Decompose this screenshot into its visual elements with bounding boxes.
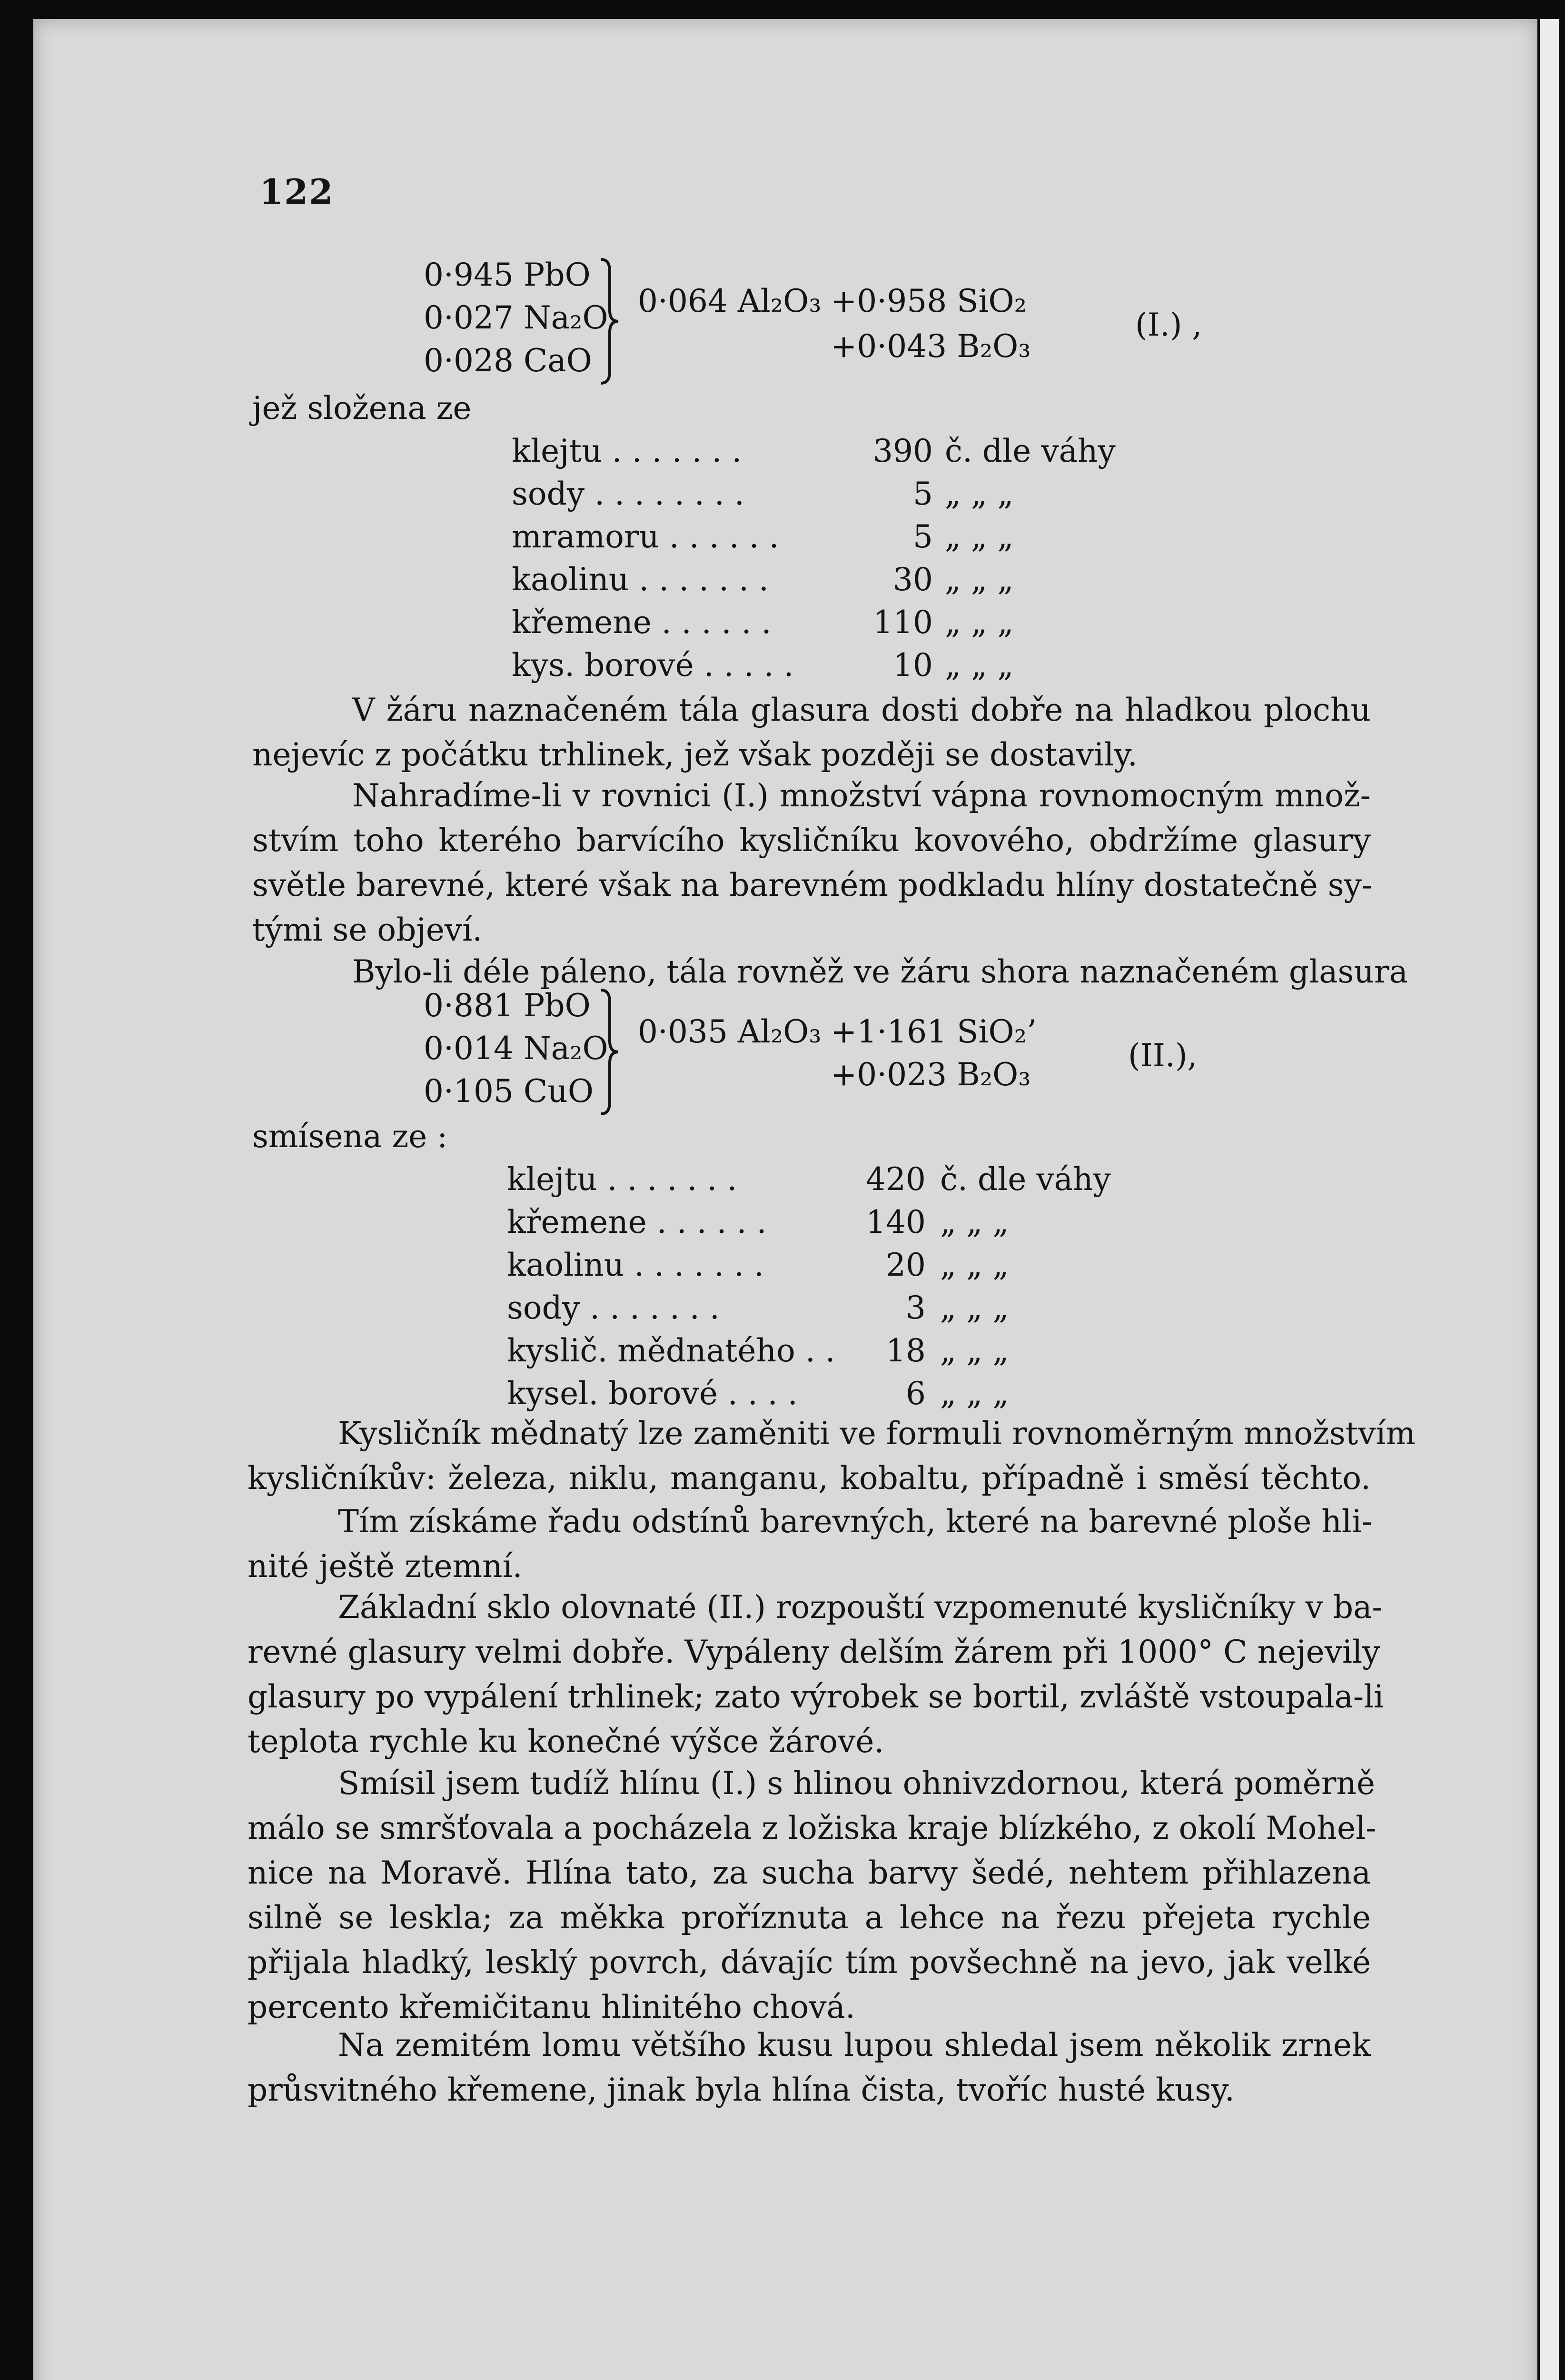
recipe-row-name: kysel. borové . . . . [507,1375,798,1412]
recipe-row-unit: „ „ „ [940,1204,1009,1240]
recipe-2-intro: smísena ze : [252,1118,448,1155]
formula-1-label: (I.) , [1135,307,1202,343]
text-line: V žáru naznačeném tála glasura dosti dobře na hladkou plochu [352,692,1371,728]
page-edge [1540,19,1559,2380]
text-line: glasury po vypálení trhlinek; zato výrobek se bortil, zvláště vstoupala-li [248,1678,1384,1715]
formula-1-boric: +0·043 B₂O₃ [831,328,1031,365]
paragraph [248,1499,1371,1589]
text-line: málo se smršťovala a pocházela z ložiska kraje blízkého, z okolí Mohel- [248,1810,1377,1846]
recipe-row-value: 420 [866,1161,926,1198]
recipe-1-intro: jež složena ze [252,390,472,426]
formula-2-label: (II.), [1128,1037,1198,1074]
recipe-row-name: sody . . . . . . . [507,1289,720,1326]
text-line: Na zemitém lomu většího kusu lupou shledal jsem několik zrnek [338,2027,1371,2063]
formula-2-boric: +0·023 B₂O₃ [831,1056,1031,1093]
formula-1-silica: +0·958 SiO₂ [831,283,1027,319]
recipe-row-unit: „ „ „ [940,1289,1009,1326]
recipe-row-name: mramoru . . . . . . [512,518,779,555]
paragraph [252,950,1408,994]
text-line: Základní sklo olovnaté (II.) rozpouští vzpomenuté kysličníky v ba- [338,1589,1383,1626]
formula-2-oxide: 0·014 Na₂O [424,1030,608,1067]
formula-1-alumina: 0·064 Al₂O₃ [638,283,822,319]
text-line: revné glasury velmi dobře. Vypáleny delším žárem při 1000° C nejevily [248,1634,1380,1670]
recipe-row-value: 10 [893,647,933,684]
recipe-row-name: klejtu . . . . . . . [507,1161,737,1198]
text-line: nité ještě ztemní. [248,1548,523,1585]
text-line: silně se leskla; za měkka proříznuta a lehce na řezu přejeta rychle [248,1899,1371,1936]
recipe-row-name: kyslič. mědnatého . . [507,1332,835,1369]
paragraph [248,2023,1371,2112]
formula-1-oxide: 0·945 PbO [424,257,591,293]
text-line: kysličníkův: železa, niklu, manganu, kobaltu, případně i směsí těchto. [248,1460,1371,1497]
paragraph [248,1761,1377,2030]
text-line: nice na Moravě. Hlína tato, za sucha barvy šedé, nehtem přihlazena [248,1854,1371,1891]
recipe-row-value: 3 [906,1289,926,1326]
formula-1-oxide: 0·027 Na₂O [424,299,608,336]
recipe-row-unit: č. dle váhy [940,1161,1111,1198]
recipe-row-name: kys. borové . . . . . [512,647,794,684]
formula-1-oxide: 0·028 CaO [424,342,592,379]
formula-2-alumina: 0·035 Al₂O₃ [638,1013,822,1050]
recipe-row-unit: „ „ „ [945,647,1014,684]
text-line: průsvitného křemene, jinak byla hlína čista, tvoříc husté kusy. [248,2072,1235,2108]
text-line: stvím toho kterého barvícího kysličníku kovového, obdržíme glasury [252,822,1371,859]
formula-2-oxide: 0·105 CuO [424,1073,594,1110]
page-number: 122 [259,171,334,212]
recipe-row-name: sody . . . . . . . . [512,476,744,512]
recipe-row-value: 110 [873,604,933,641]
recipe-row-value: 390 [873,433,933,469]
paragraph [248,1585,1384,1764]
text-line: nejevíc z počátku trhlinek, jež však později se dostavily. [252,736,1138,773]
recipe-row-unit: „ „ „ [945,561,1014,598]
text-line: světle barevné, které však na barevném podkladu hlíny dostatečně sy- [252,867,1373,903]
recipe-row-value: 18 [886,1332,926,1369]
recipe-row-unit: „ „ „ [940,1247,1009,1283]
recipe-row-unit: „ „ „ [940,1375,1009,1412]
paragraph [252,774,1371,952]
recipe-row-value: 6 [906,1375,926,1412]
text-line: Smísil jsem tudíž hlínu (I.) s hlinou ohnivzdornou, která poměrně [338,1765,1375,1802]
text-line: Nahradíme-li v rovnici (I.) množství vápna rovnomocným množ- [352,777,1371,814]
recipe-row-unit: „ „ „ [945,518,1014,555]
recipe-row-unit: „ „ „ [945,604,1014,641]
text-line: Kysličník mědnatý lze zaměniti ve formuli rovnoměrným množstvím [338,1415,1416,1452]
text-line: přijala hladký, lesklý povrch, dávajíc tím povšechně na jevo, jak velké [248,1944,1371,1981]
recipe-row-value: 5 [913,476,933,512]
recipe-row-name: křemene . . . . . . [507,1204,767,1240]
text-line: Bylo-li déle páleno, tála rovněž ve žáru shora naznačeném glasura [352,953,1408,990]
formula-1-brace [597,257,621,386]
formula-2-oxide: 0·881 PbO [424,987,591,1024]
paragraph [252,688,1371,777]
paragraph [248,1411,1416,1501]
recipe-row-name: kaolinu . . . . . . . [512,561,769,598]
text-line: Tím získáme řadu odstínů barevných, které na barevné ploše hli- [338,1503,1373,1540]
text-line: percento křemičitanu hlinitého chová. [248,1989,855,2025]
recipe-row-name: klejtu . . . . . . . [512,433,742,469]
recipe-row-unit: „ „ „ [945,476,1014,512]
recipe-row-name: křemene . . . . . . [512,604,772,641]
recipe-row-name: kaolinu . . . . . . . [507,1247,764,1283]
text-line: teplota rychle ku konečné výšce žárové. [248,1723,884,1760]
recipe-row-value: 20 [886,1247,926,1283]
formula-2-silica: +1·161 SiO₂’ [831,1013,1037,1050]
recipe-row-unit: „ „ „ [940,1332,1009,1369]
recipe-row-value: 30 [893,561,933,598]
formula-2-brace [597,988,621,1116]
recipe-row-value: 5 [913,518,933,555]
text-line: tými se objeví. [252,912,483,948]
recipe-row-value: 140 [866,1204,926,1240]
recipe-row-unit: č. dle váhy [945,433,1116,469]
